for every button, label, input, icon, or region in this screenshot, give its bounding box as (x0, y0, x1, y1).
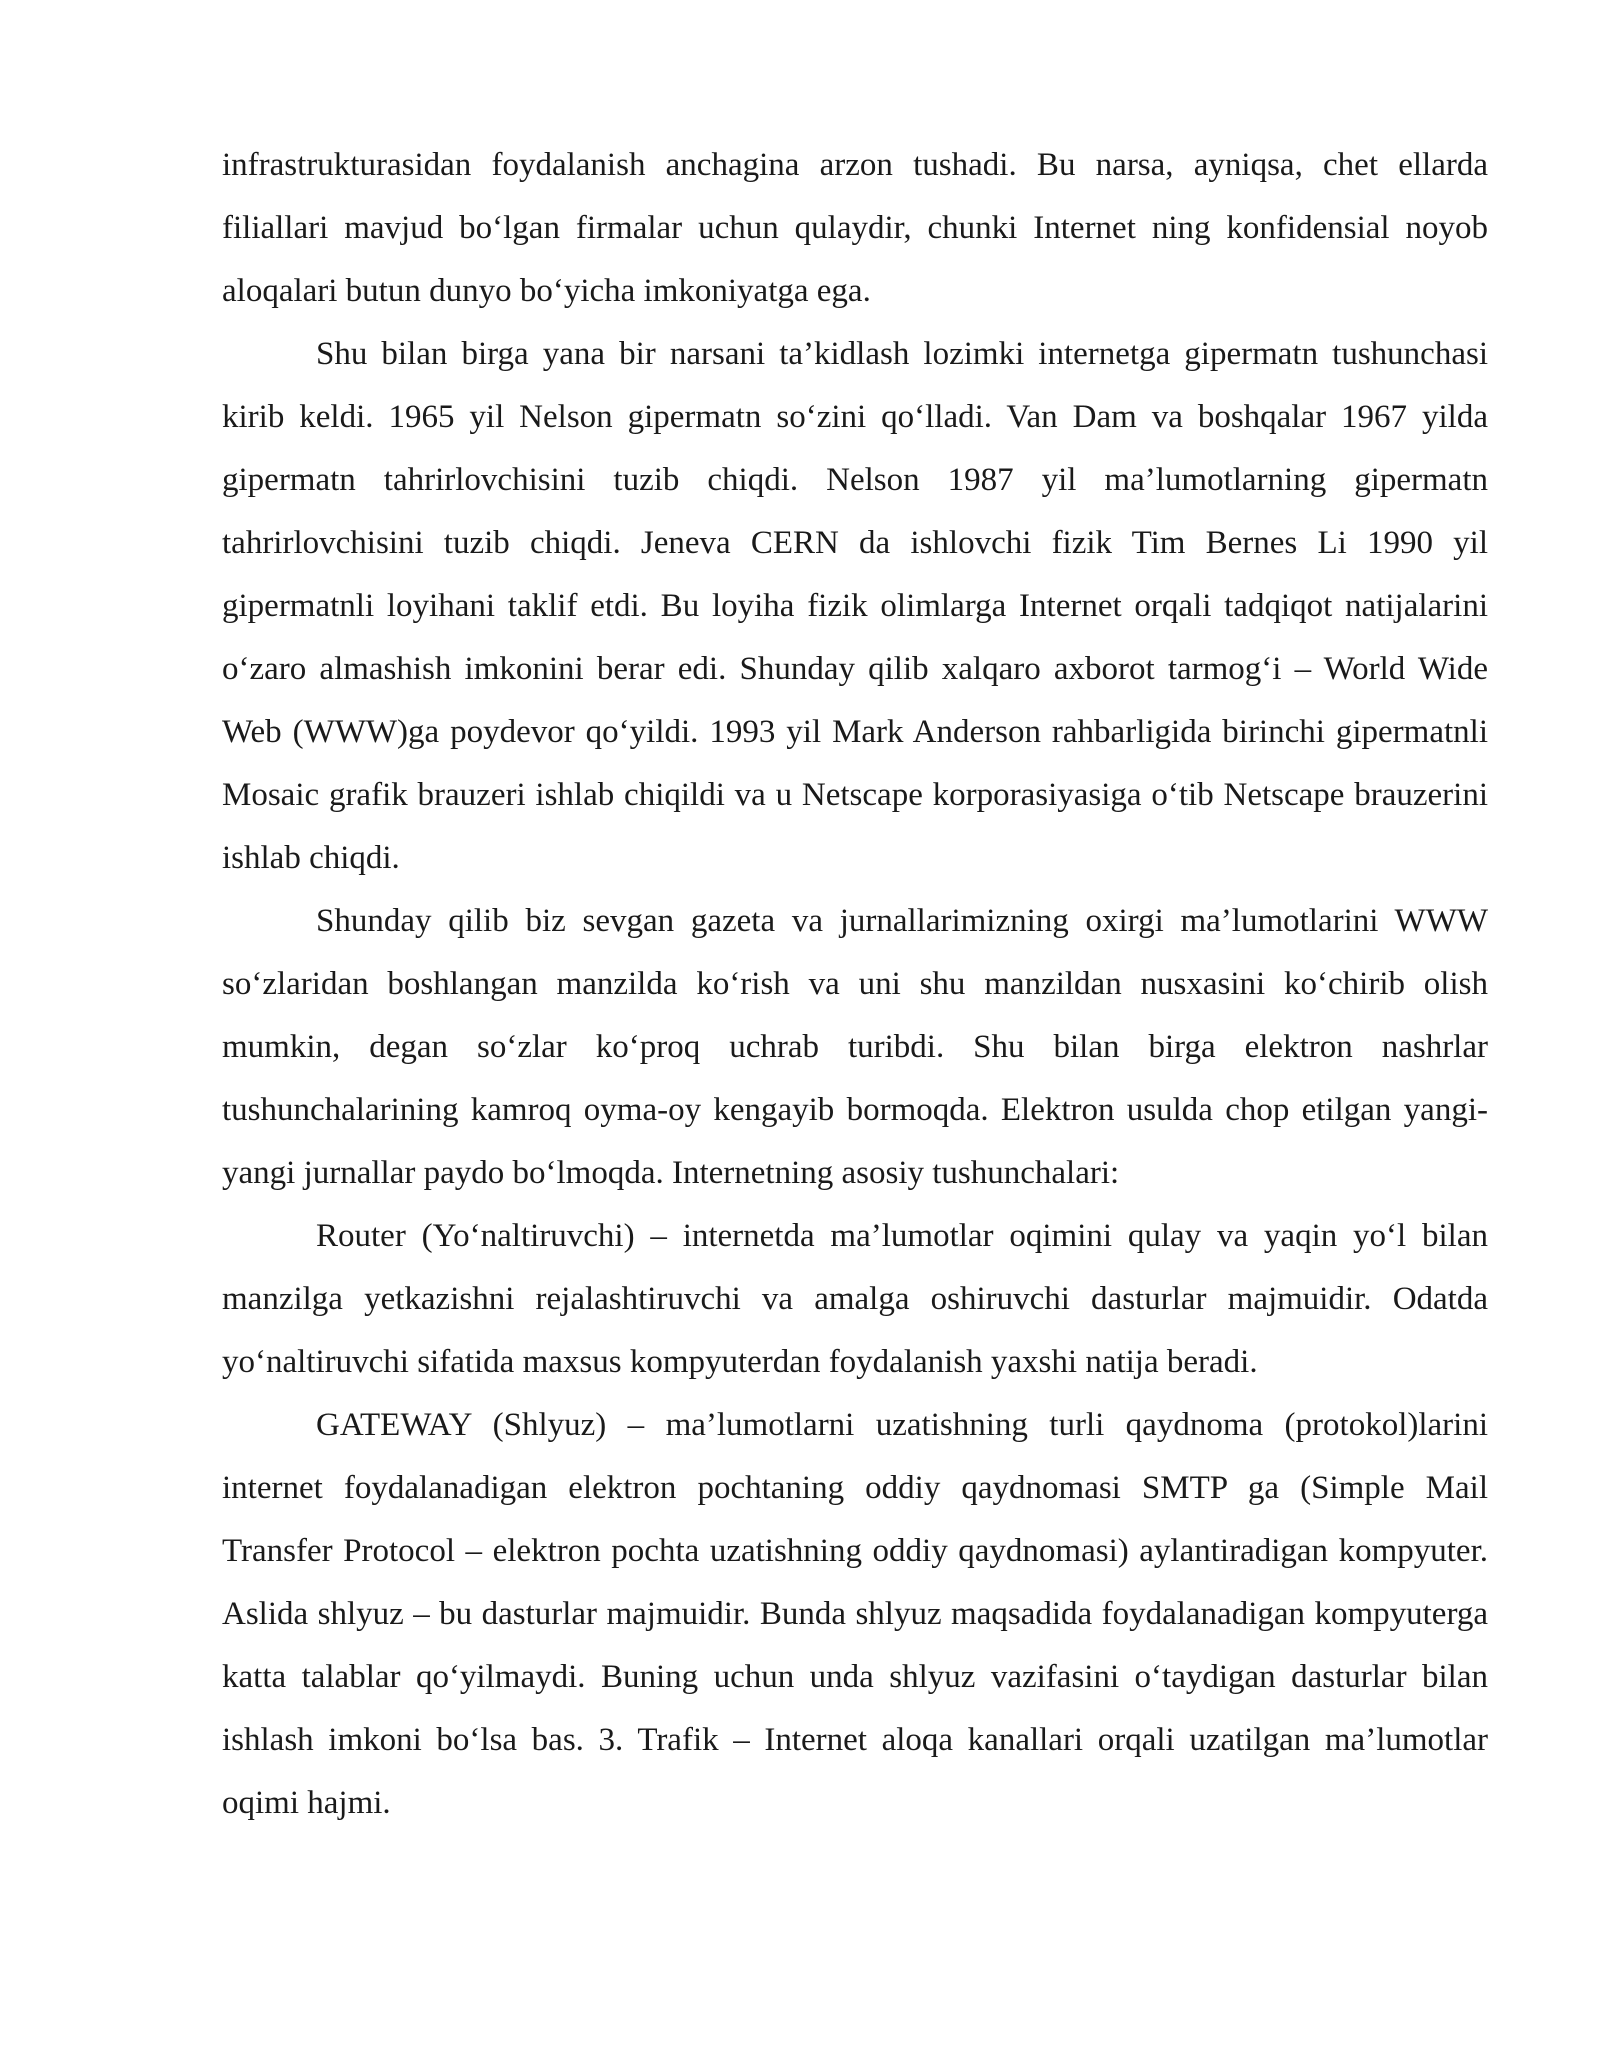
paragraph-continuation: infrastrukturasidan foydalanish anchagina arzon tushadi. Bu narsa, ayniqsa, chet ellarda filiallari mavjud bo‘lgan firmalar uchun qulaydir, chunki Internet ning konfidensial noyob aloqalari butun dunyo bo‘yicha imkoniyatga ega. (222, 147, 1488, 309)
paragraph-router: Router (Yo‘naltiruvchi) – internetda ma’lumotlar oqimini qulay va yaqin yo‘l bilan manzilga yetkazishni rejalashtiruvchi va amalga oshiruvchi dasturlar majmuidir. Odatda yo‘naltiruvchi sifatida maxsus kompyuterdan foydalanish yaxshi natija beradi. (222, 1218, 1488, 1380)
paragraph-hypertext-history: Shu bilan birga yana bir narsani ta’kidlash lozimki internetga gipermatn tushunchasi kirib keldi. 1965 yil Nelson gipermatn so‘zini qo‘lladi. Van Dam va boshqalar 1967 yilda gipermatn tahrirlovchisini tuzib chiqdi. Nelson 1987 yil ma’lumotlarning gipermatn tahrirlovchisini tuzib chiqdi. Jeneva CERN da ishlovchi fizik Tim Bernes Li 1990 yil gipermatnli loyihani taklif etdi. Bu loyiha fizik olimlarga Internet orqali tadqiqot natijalarini o‘zaro almashish imkonini berar edi. Shunday qilib xalqaro axborot tarmog‘i – World Wide Web (WWW)ga poydevor qo‘yildi. 1993 yil Mark Anderson rahbarligida birinchi gipermatnli Mosaic grafik brauzeri ishlab chiqildi va u Netscape korporasiyasiga o‘tib Netscape brauzerini ishlab chiqdi. (222, 336, 1488, 876)
paragraph-www-concepts: Shunday qilib biz sevgan gazeta va jurnallarimizning oxirgi ma’lumotlarini WWW so‘zlaridan boshlangan manzilda ko‘rish va uni shu manzildan nusxasini ko‘chirib olish mumkin, degan so‘zlar ko‘proq uchrab turibdi. Shu bilan birga elektron nashrlar tushunchalarining kamroq oyma-oy kengayib bormoqda. Elektron usulda chop etilgan yangi-yangi jurnallar paydo bo‘lmoqda. Internetning asosiy tushunchalari: (222, 903, 1488, 1191)
paragraph-gateway: GATEWAY (Shlyuz) – ma’lumotlarni uzatishning turli qaydnoma (protokol)larini internet foydalanadigan elektron pochtaning oddiy qaydnomasi SMTP ga (Simple Mail Transfer Protocol – elektron pochta uzatishning oddiy qaydnomasi) aylantiradigan kompyuter. Aslida shlyuz – bu dasturlar majmuidir. Bunda shlyuz maqsadida foydalanadigan kompyuterga katta talablar qo‘yilmaydi. Buning uchun unda shlyuz vazifasini o‘taydigan dasturlar bilan ishlash imkoni bo‘lsa bas. 3. Trafik – Internet aloqa kanallari orqali uzatilgan ma’lumotlar oqimi hajmi. (222, 1407, 1488, 1821)
document-page (222, 134, 1488, 1835)
